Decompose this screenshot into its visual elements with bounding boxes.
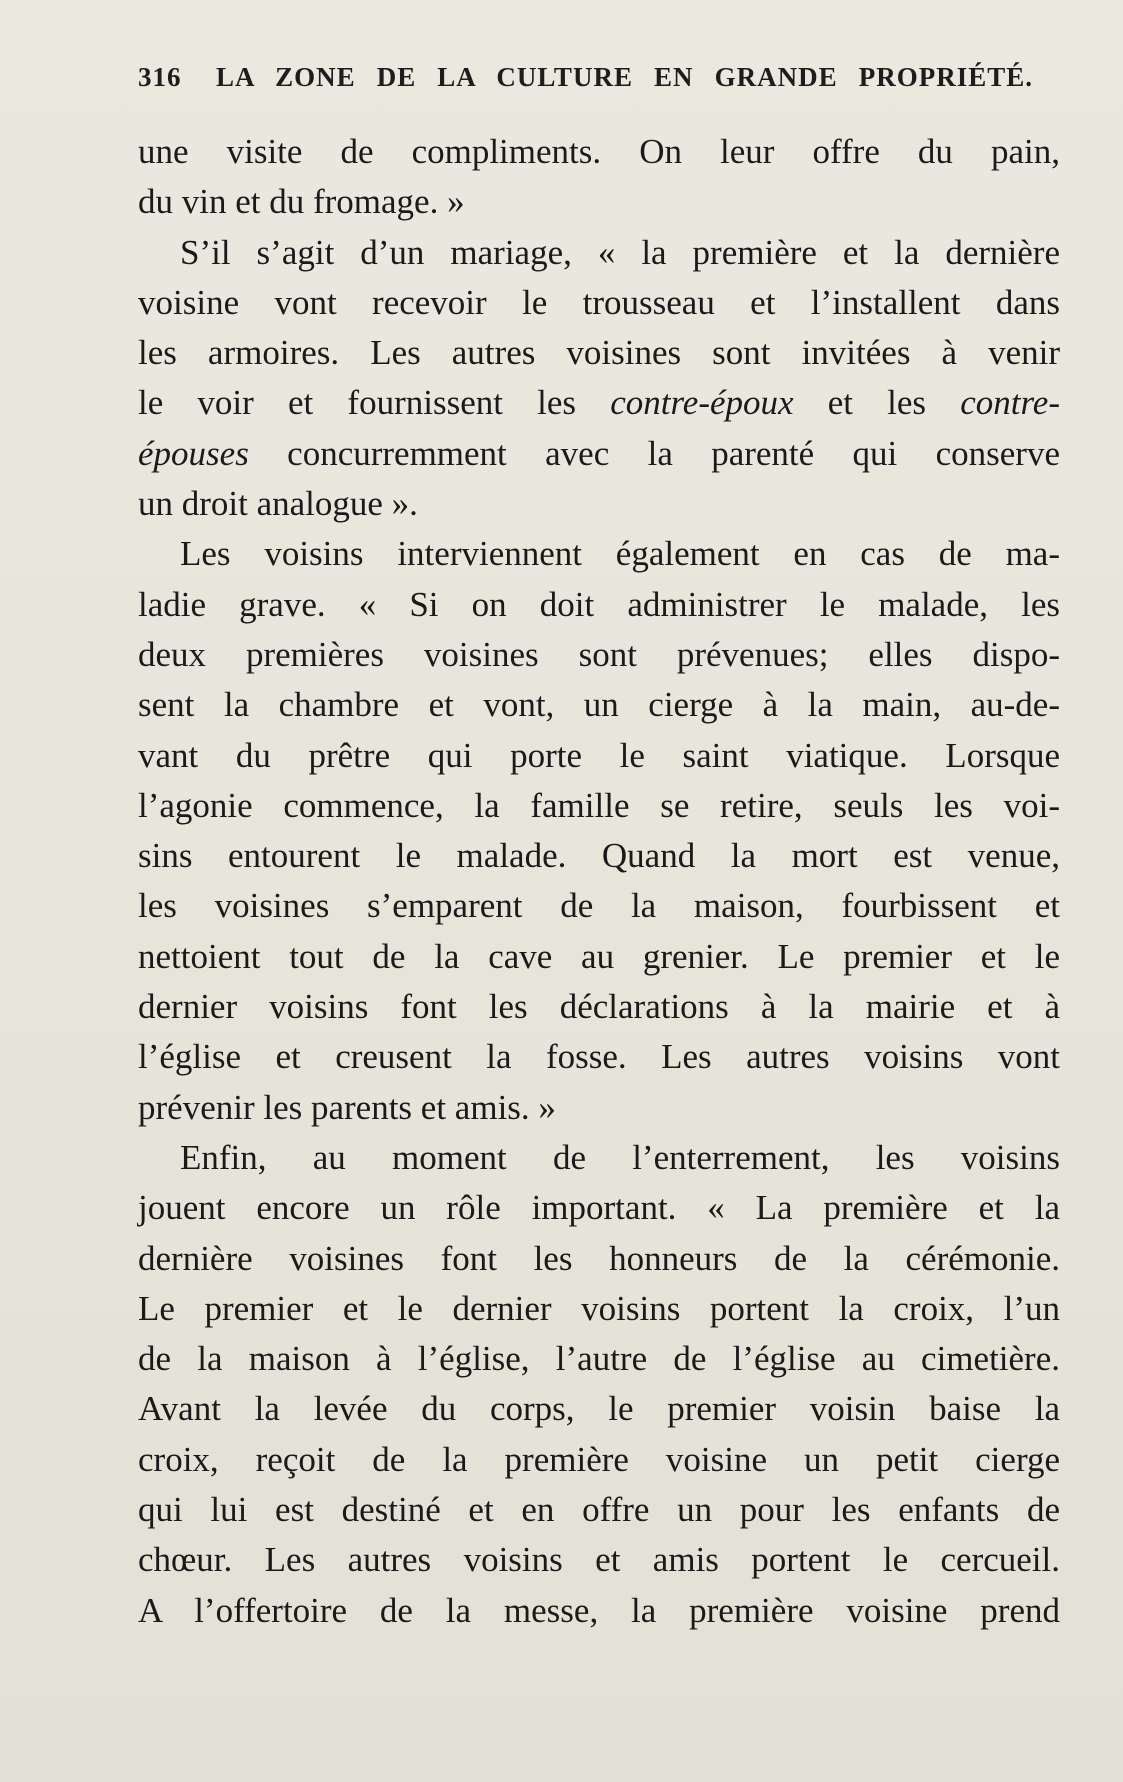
text-line: Enfin, au moment de l’enterrement, les voisins bbox=[180, 1137, 1060, 1177]
text-segment: et les bbox=[793, 383, 961, 423]
text-line: dernière voisines font les honneurs de la cérémonie. bbox=[138, 1238, 1060, 1278]
text-segment: le voir et fournissent les bbox=[138, 383, 611, 423]
text-line: deux premières voisines sont prévenues; elles dispo- bbox=[138, 634, 1060, 674]
text-line: nettoient tout de la cave au grenier. Le premier et le bbox=[138, 936, 1060, 976]
text-line: les voisines s’emparent de la maison, fourbissent et bbox=[138, 886, 1060, 926]
running-header bbox=[138, 62, 1033, 102]
text-line: sins entourent le malade. Quand la mort est venue, bbox=[138, 836, 1060, 876]
text-line: croix, reçoit de la première voisine un petit cierge bbox=[138, 1439, 1060, 1479]
text-line: les armoires. Les autres voisines sont invitées à venir bbox=[138, 333, 1060, 373]
text-segment: concurremment avec la parenté qui conserve bbox=[248, 433, 1060, 473]
text-line: l’église et creusent la fosse. Les autres voisins vont bbox=[138, 1037, 1060, 1077]
body-text bbox=[138, 127, 1060, 1636]
text-line: sent la chambre et vont, un cierge à la main, au-de- bbox=[138, 685, 1060, 725]
text-line: Les voisins interviennent également en cas de ma- bbox=[180, 534, 1060, 574]
text-line: qui lui est destiné et en offre un pour les enfants de bbox=[138, 1490, 1060, 1530]
text-line: ladie grave. « Si on doit administrer le malade, les bbox=[138, 584, 1060, 624]
text-line: Le premier et le dernier voisins portent la croix, l’un bbox=[138, 1288, 1060, 1328]
text-line: l’agonie commence, la famille se retire, seuls les voi- bbox=[138, 785, 1060, 825]
text-line: de la maison à l’église, l’autre de l’église au cimetière. bbox=[138, 1339, 1060, 1379]
running-title: LA ZONE DE LA CULTURE EN GRANDE PROPRIÉTÉ. bbox=[216, 62, 1033, 92]
text-line: S’il s’agit d’un mariage, « la première et la dernière bbox=[180, 232, 1060, 272]
italic-term: contre- bbox=[960, 383, 1060, 423]
italic-term: contre-époux bbox=[610, 383, 794, 423]
text-line bbox=[138, 378, 1060, 428]
text-line: prévenir les parents et amis. » bbox=[138, 1087, 556, 1127]
text-line: chœur. Les autres voisins et amis portent le cercueil. bbox=[138, 1540, 1060, 1580]
text-line: une visite de compliments. On leur offre du pain, bbox=[138, 132, 1060, 171]
text-line: du vin et du fromage. » bbox=[138, 182, 465, 222]
text-line: Avant la levée du corps, le premier voisin baise la bbox=[138, 1389, 1060, 1429]
text-line: jouent encore un rôle important. « La première et la bbox=[138, 1188, 1060, 1228]
text-line: A l’offertoire de la messe, la première voisine prend bbox=[138, 1590, 1060, 1630]
italic-term: épouses bbox=[138, 433, 249, 473]
text-line: voisine vont recevoir le trousseau et l’installent dans bbox=[138, 282, 1060, 322]
text-line: un droit analogue ». bbox=[138, 484, 418, 524]
text-line: dernier voisins font les déclarations à la mairie et à bbox=[138, 987, 1060, 1027]
text-line bbox=[138, 429, 1060, 479]
page-number: 316 bbox=[138, 62, 182, 92]
text-line: vant du prêtre qui porte le saint viatique. Lorsque bbox=[138, 735, 1060, 775]
